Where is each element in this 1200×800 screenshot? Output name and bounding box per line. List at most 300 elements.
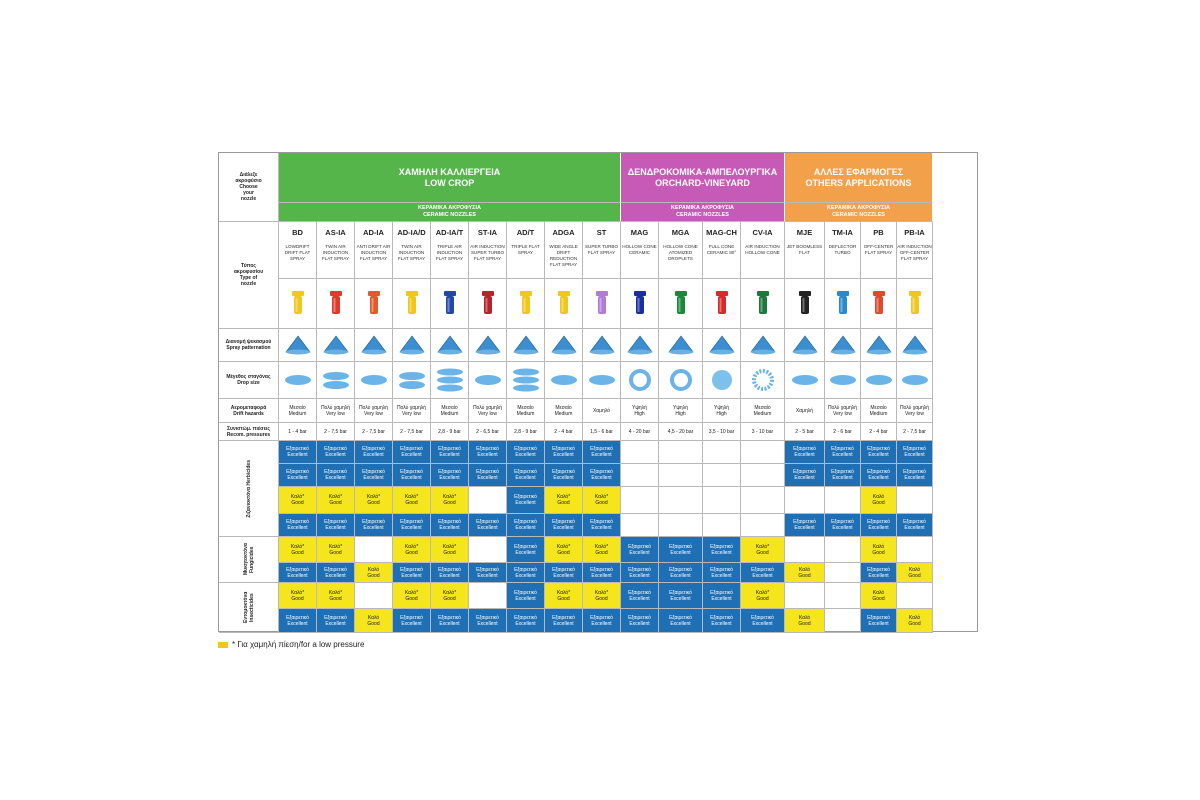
- rating-text: Εξαιρετικό: [324, 446, 347, 452]
- rating-text: Καλό*: [755, 589, 770, 596]
- rating-fung-contact-adga: [545, 537, 583, 563]
- rating-fung-systemic-mje: [785, 563, 825, 583]
- rating-text: Καλό*: [290, 494, 305, 500]
- rating-text: Excellent: [591, 475, 612, 481]
- choose-line-0: Διάλεξε: [239, 172, 258, 178]
- rating-incorporated-adga: [545, 441, 583, 464]
- rating-text: Εξαιρετικό: [831, 469, 854, 475]
- rating-text: Good: [405, 595, 418, 602]
- nozzle-icon: [478, 289, 498, 319]
- nozzle-icon-pb: [861, 279, 897, 329]
- rating-text: Excellent: [553, 572, 574, 579]
- rating-herb-systemic-st: [583, 514, 621, 537]
- nozzle-desc: AIR INDUCTION SUPER TURBO FLAT SPRAY: [470, 244, 505, 261]
- pressure-mga: 4,5 - 20 bar: [659, 423, 703, 441]
- drift-value-line-1: Very low: [905, 410, 924, 417]
- rating-incorporated-ad-ia/t: [431, 441, 469, 464]
- drop-size-icon: [587, 367, 617, 393]
- rating-text: Good: [872, 595, 885, 602]
- rating-text: Εξαιρετικό: [590, 614, 613, 621]
- pattern-ad/t: [507, 329, 545, 362]
- rating-text: Καλό*: [594, 543, 609, 550]
- rating-text: Excellent: [477, 475, 498, 481]
- nozzle-code-as-ia: [317, 222, 355, 279]
- drop-pb-ia: [897, 362, 933, 399]
- rating-text: Καλό*: [328, 589, 343, 596]
- rating-text: Καλό*: [556, 543, 571, 550]
- ceramic-low-crop: [279, 203, 621, 222]
- rating-text: Excellent: [591, 525, 612, 531]
- drop-st-ia: [469, 362, 507, 399]
- spray-pattern-icon: [748, 334, 778, 356]
- drift-value-line-0: Πολύ χαμηλή: [396, 404, 427, 411]
- drop-size-icon: [666, 367, 696, 393]
- orchard-line-0: ΔΕΝΔΡΟΚΟΜΙΚΑ-ΑΜΠΕΛΟΥΡΓΙΚΑ: [627, 166, 778, 177]
- nozzle-icon: [440, 289, 460, 319]
- rating-text: Εξαιρετικό: [628, 614, 651, 621]
- rating-text: Εξαιρετικό: [710, 614, 733, 621]
- spray-pattern-icon: [587, 334, 617, 356]
- rating-text: Excellent: [794, 452, 815, 458]
- rating-text: Good: [595, 549, 608, 556]
- rating-herb-systemic-adga: [545, 514, 583, 537]
- ceramic-b-line-0: ΚΕΡΑΜΙΚΑ ΑΚΡΟΦΥΣΙΑ: [671, 205, 734, 211]
- drift-value-line-1: Medium: [516, 410, 535, 417]
- nozzle-icon-adga: [545, 279, 583, 329]
- drop-size-icon: [397, 367, 427, 393]
- pattern-st-ia: [469, 329, 507, 362]
- drop-mje: [785, 362, 825, 399]
- rating-text: Good: [405, 549, 418, 556]
- nozzle-icon-st-ia: [469, 279, 507, 329]
- drift-bd: [279, 399, 317, 423]
- rating-text: Excellent: [515, 620, 536, 627]
- nozzle-code-text: ST: [596, 228, 607, 237]
- rating-incorporated-mag: [621, 441, 659, 464]
- rating-text: Καλό*: [556, 494, 571, 500]
- drop-adga: [545, 362, 583, 399]
- rating-text: Excellent: [629, 572, 650, 579]
- pressure-tm-ia: 2 - 6 bar: [825, 423, 861, 441]
- drift-mag: [621, 399, 659, 423]
- rating-herb-systemic-pb: [861, 514, 897, 537]
- rating-herb-systemic-bd: [279, 514, 317, 537]
- rating-herb-systemic-pb-ia: [897, 514, 933, 537]
- rating-text: Good: [872, 549, 885, 556]
- rating-text: Excellent: [287, 475, 308, 481]
- rating-pre-emergent-mag-ch: [703, 464, 741, 487]
- drift-value-line-1: Very low: [402, 410, 421, 417]
- rating-text: Εξαιρετικό: [476, 566, 499, 573]
- drop-size-icon: [473, 367, 503, 393]
- rating-insect-systemic-mag-ch: [703, 609, 741, 633]
- rating-herb-systemic-ad-ia/d: [393, 514, 431, 537]
- rating-insect-systemic-mag: [621, 609, 659, 633]
- rating-text: Εξαιρετικό: [286, 614, 309, 621]
- rating-text: Excellent: [670, 620, 691, 627]
- fungicides-label: Μυκητοκτόνα Fungicides: [242, 543, 255, 576]
- insecticides-group: [219, 583, 279, 633]
- drop-size-icon: [359, 367, 389, 393]
- drift-value-line-0: Μεσαίο: [555, 404, 572, 411]
- rating-fung-contact-bd: [279, 537, 317, 563]
- nozzle-icon: [554, 289, 574, 319]
- rating-text: Εξαιρετικό: [669, 589, 692, 596]
- rating-herb-systemic-ad-ia: [355, 514, 393, 537]
- rating-text: Excellent: [832, 525, 853, 531]
- rating-text: Καλό*: [442, 494, 457, 500]
- rating-fung-contact-tm-ia: [825, 537, 861, 563]
- rating-text: Εξαιρετικό: [400, 566, 423, 573]
- pattern-pb-ia: [897, 329, 933, 362]
- drift-value-line-1: High: [634, 410, 645, 417]
- rating-text: Excellent: [477, 620, 498, 627]
- pressure-as-ia: 2 - 7,5 bar: [317, 423, 355, 441]
- nozzle-code-mje: [785, 222, 825, 279]
- rating-insect-contact-tm-ia: [825, 583, 861, 609]
- nozzle-icon-ad/t: [507, 279, 545, 329]
- rating-herb-contact-mag-ch: [703, 487, 741, 514]
- rating-text: Excellent: [904, 452, 925, 458]
- drop-mag-ch: [703, 362, 741, 399]
- nozzle-icon: [833, 289, 853, 319]
- pressure-st: 1,5 - 6 bar: [583, 423, 621, 441]
- drift-value-line-1: Very low: [326, 410, 345, 417]
- rating-text: Excellent: [711, 549, 732, 556]
- rating-text: Excellent: [401, 452, 422, 458]
- rating-text: Καλό: [872, 543, 885, 550]
- drop-size-icon: [435, 367, 465, 393]
- rating-text: Good: [443, 595, 456, 602]
- rating-text: Good: [329, 595, 342, 602]
- drift-value-line-1: High: [716, 410, 727, 417]
- nozzle-icon: [869, 289, 889, 319]
- drift-line-0: Αερομεταφορά: [230, 404, 267, 411]
- spray-pattern-icon: [707, 334, 737, 356]
- pressure-pb-ia: 2 - 7,5 bar: [897, 423, 933, 441]
- rating-herb-contact-ad-ia/d: [393, 487, 431, 514]
- drift-value-line-1: Very low: [478, 410, 497, 417]
- rating-text: Excellent: [868, 620, 889, 627]
- spray-pattern-icon: [283, 334, 313, 356]
- spray-pattern-icon: [321, 334, 351, 356]
- spray-pattern-icon: [666, 334, 696, 356]
- nozzle-desc: WIDE ANGLE DRIFT REDUCTION FLAT SPRAY: [549, 244, 578, 267]
- nozzle-icon: [753, 289, 773, 319]
- rating-fung-systemic-mag-ch: [703, 563, 741, 583]
- spray-pattern-icon: [864, 334, 894, 356]
- rating-herb-contact-mga: [659, 487, 703, 514]
- drop-tm-ia: [825, 362, 861, 399]
- low-crop-line-1: LOW CROP: [424, 177, 475, 188]
- nozzle-icon: [795, 289, 815, 319]
- spray-pattern-icon: [790, 334, 820, 356]
- rating-text: Καλό*: [404, 589, 419, 596]
- pressure-cv-ia: 3 - 10 bar: [741, 423, 785, 441]
- rating-text: Excellent: [515, 500, 536, 506]
- rating-insect-systemic-adga: [545, 609, 583, 633]
- rating-text: Excellent: [868, 452, 889, 458]
- rating-insect-contact-st-ia: [469, 583, 507, 609]
- drop-cv-ia: [741, 362, 785, 399]
- legend-swatch: [218, 642, 228, 648]
- nozzle-desc: ANTI DRIFT AIR INDUCTION FLAT SPRAY: [356, 244, 391, 261]
- choose-line-3: your: [243, 190, 254, 196]
- rating-insect-systemic-cv-ia: [741, 609, 785, 633]
- nozzle-desc: SUPER TURBO FLAT SPRAY: [584, 244, 619, 255]
- nozzle-icon-ad-ia: [355, 279, 393, 329]
- rating-text: Good: [908, 620, 921, 627]
- drift-cv-ia: [741, 399, 785, 423]
- rating-herb-contact-bd: [279, 487, 317, 514]
- rating-pre-emergent-pb: [861, 464, 897, 487]
- nozzle-code-mga: [659, 222, 703, 279]
- drop-mga: [659, 362, 703, 399]
- rating-text: Εξαιρετικό: [438, 614, 461, 621]
- rating-text: Εξαιρετικό: [400, 469, 423, 475]
- rating-text: Εξαιρετικό: [324, 566, 347, 573]
- rating-text: Good: [798, 572, 811, 579]
- rating-incorporated-cv-ia: [741, 441, 785, 464]
- rating-text: Excellent: [477, 572, 498, 579]
- rating-herb-systemic-cv-ia: [741, 514, 785, 537]
- pressure-bd: 1 - 4 bar: [279, 423, 317, 441]
- nozzle-desc: TRIPLE AIR INDUCTION FLAT SPRAY: [435, 244, 464, 261]
- rating-text: Excellent: [515, 525, 536, 531]
- choose-nozzle-label: [219, 153, 279, 222]
- pressure-line-1: Recom. pressures: [226, 431, 271, 438]
- rating-text: Καλό: [367, 566, 380, 573]
- rating-text: Καλό: [367, 614, 380, 621]
- rating-insect-contact-pb: [861, 583, 897, 609]
- rating-text: Excellent: [711, 620, 732, 627]
- drop-size-icon: [900, 367, 930, 393]
- nozzle-icon-mag: [621, 279, 659, 329]
- ceramic-others: [785, 203, 933, 222]
- rating-text: Excellent: [287, 620, 308, 627]
- drift-mje: [785, 399, 825, 423]
- pattern-ad-ia: [355, 329, 393, 362]
- nozzle-icon: [712, 289, 732, 319]
- nozzle-desc: HOLLOW CONE CERAMIC: [622, 244, 657, 255]
- rating-fung-systemic-ad/t: [507, 563, 545, 583]
- rating-herb-contact-cv-ia: [741, 487, 785, 514]
- drop-as-ia: [317, 362, 355, 399]
- drift-ad-ia: [355, 399, 393, 423]
- rating-text: Excellent: [439, 525, 460, 531]
- rating-pre-emergent-ad-ia: [355, 464, 393, 487]
- pattern-line-1: Spray patternation: [226, 345, 271, 351]
- rating-insect-contact-ad-ia/d: [393, 583, 431, 609]
- rating-text: Εξαιρετικό: [438, 446, 461, 452]
- drift-value-line-0: Πολύ χαμηλή: [899, 404, 930, 411]
- drift-value-line-0: Πολύ χαμηλή: [827, 404, 858, 411]
- rating-insect-systemic-ad-ia: [355, 609, 393, 633]
- rating-text: Excellent: [287, 452, 308, 458]
- rating-text: Excellent: [670, 549, 691, 556]
- rating-text: Εξαιρετικό: [552, 614, 575, 621]
- rating-text: Excellent: [477, 452, 498, 458]
- rating-text: Good: [405, 500, 418, 506]
- rating-text: Excellent: [515, 572, 536, 579]
- rating-herb-systemic-ad/t: [507, 514, 545, 537]
- pressure-pb: 2 - 4 bar: [861, 423, 897, 441]
- drift-value-line-1: High: [675, 410, 686, 417]
- rating-text: Excellent: [439, 572, 460, 579]
- rating-insect-contact-cv-ia: [741, 583, 785, 609]
- drift-value-line-0: Μεσαίο: [754, 404, 771, 411]
- nozzle-code-text: TM-IA: [832, 228, 853, 237]
- rating-insect-contact-ad-ia: [355, 583, 393, 609]
- rating-text: Εξαιρετικό: [400, 446, 423, 452]
- rating-text: Good: [367, 500, 380, 506]
- rating-fung-contact-mga: [659, 537, 703, 563]
- nozzle-code-pb: [861, 222, 897, 279]
- rating-incorporated-ad/t: [507, 441, 545, 464]
- rating-fung-systemic-as-ia: [317, 563, 355, 583]
- rating-herb-contact-tm-ia: [825, 487, 861, 514]
- drift-mag-ch: [703, 399, 741, 423]
- others-line-0: ΑΛΛΕΣ ΕΦΑΡΜΟΓΕΣ: [813, 166, 904, 177]
- rating-fung-contact-ad-ia: [355, 537, 393, 563]
- rating-fung-systemic-pb: [861, 563, 897, 583]
- pressure-line-0: Συνιστώμ. πιέσεις: [227, 425, 270, 432]
- rating-text: Καλό*: [290, 543, 305, 550]
- row-label-drift: [219, 399, 279, 423]
- rating-text: Excellent: [401, 475, 422, 481]
- pressure-ad-ia/d: 2 - 7,5 bar: [393, 423, 431, 441]
- rating-fung-systemic-bd: [279, 563, 317, 583]
- drift-value-line-0: Μεσαίο: [870, 404, 887, 411]
- rating-text: Excellent: [904, 525, 925, 531]
- type-line-0: Τύπος: [241, 263, 256, 269]
- rating-text: Good: [595, 595, 608, 602]
- pattern-line-0: Διανομή ψεκασμού: [225, 339, 272, 345]
- rating-text: Excellent: [439, 475, 460, 481]
- nozzle-code-text: AD-IA/D: [397, 228, 426, 237]
- rating-text: Good: [291, 595, 304, 602]
- rating-text: Καλό: [908, 566, 921, 573]
- nozzle-icon-mje: [785, 279, 825, 329]
- nozzle-icon: [326, 289, 346, 319]
- row-label-type: [219, 222, 279, 329]
- rating-fung-systemic-cv-ia: [741, 563, 785, 583]
- rating-pre-emergent-pb-ia: [897, 464, 933, 487]
- drift-value-line-0: Πολύ χαμηλή: [358, 404, 389, 411]
- nozzle-code-adga: [545, 222, 583, 279]
- rating-herb-contact-mje: [785, 487, 825, 514]
- rating-insect-contact-as-ia: [317, 583, 355, 609]
- nozzle-icon: [592, 289, 612, 319]
- ceramic-b-line-1: CERAMIC NOZZLES: [676, 212, 729, 218]
- rating-pre-emergent-mag: [621, 464, 659, 487]
- rating-text: Excellent: [553, 475, 574, 481]
- rating-herb-contact-as-ia: [317, 487, 355, 514]
- pattern-mga: [659, 329, 703, 362]
- nozzle-desc: JET BOOMLESS FLAT: [786, 244, 823, 255]
- rating-incorporated-st-ia: [469, 441, 507, 464]
- rating-text: Excellent: [515, 475, 536, 481]
- rating-text: Εξαιρετικό: [590, 446, 613, 452]
- rating-text: Εξαιρετικό: [751, 614, 774, 621]
- nozzle-code-text: AD/T: [516, 228, 535, 237]
- rating-incorporated-ad-ia/d: [393, 441, 431, 464]
- nozzle-code-ad-ia: [355, 222, 393, 279]
- rating-text: Εξαιρετικό: [831, 519, 854, 525]
- rating-fung-contact-st: [583, 537, 621, 563]
- rating-text: Excellent: [670, 572, 691, 579]
- choose-line-2: Choose: [239, 184, 258, 190]
- rating-text: Καλό*: [328, 543, 343, 550]
- rating-text: Εξαιρετικό: [793, 446, 816, 452]
- legend-text: * Για χαμηλή πίεση/for a low pressure: [232, 640, 365, 649]
- nozzle-code-text: AD-IA: [363, 228, 384, 237]
- fungicides-group: [219, 537, 279, 583]
- nozzle-icon: [402, 289, 422, 319]
- rating-fung-systemic-mag: [621, 563, 659, 583]
- rating-text: Good: [367, 572, 380, 579]
- drift-ad/t: [507, 399, 545, 423]
- pattern-adga: [545, 329, 583, 362]
- rating-text: Excellent: [515, 549, 536, 556]
- rating-herb-contact-st: [583, 487, 621, 514]
- rating-text: Καλό: [908, 614, 921, 621]
- rating-text: Εξαιρετικό: [514, 543, 537, 550]
- rating-insect-contact-mag: [621, 583, 659, 609]
- rating-text: Εξαιρετικό: [324, 614, 347, 621]
- rating-text: Καλό*: [594, 494, 609, 500]
- ceramic-c-line-0: ΚΕΡΑΜΙΚΑ ΑΚΡΟΦΥΣΙΑ: [827, 205, 890, 211]
- rating-fung-contact-as-ia: [317, 537, 355, 563]
- nozzle-icon: [516, 289, 536, 319]
- rating-text: Εξαιρετικό: [669, 543, 692, 550]
- nozzle-code-mag-ch: [703, 222, 741, 279]
- nozzle-code-text: PB-IA: [904, 228, 925, 237]
- rating-text: Εξαιρετικό: [590, 469, 613, 475]
- rating-text: Good: [443, 549, 456, 556]
- nozzle-desc: DEFLECTOR TURBO: [828, 244, 857, 255]
- drop-st: [583, 362, 621, 399]
- rating-text: Excellent: [287, 525, 308, 531]
- nozzle-icon-bd: [279, 279, 317, 329]
- rating-text: Εξαιρετικό: [476, 446, 499, 452]
- rating-text: Excellent: [325, 475, 346, 481]
- rating-text: Εξαιρετικό: [867, 614, 890, 621]
- drop-size-icon: [748, 367, 778, 393]
- rating-text: Good: [557, 549, 570, 556]
- rating-text: Καλό: [872, 494, 885, 500]
- rating-text: Εξαιρετικό: [476, 614, 499, 621]
- rating-insect-contact-bd: [279, 583, 317, 609]
- rating-fung-contact-mag: [621, 537, 659, 563]
- rating-fung-systemic-ad-ia/t: [431, 563, 469, 583]
- pattern-mag-ch: [703, 329, 741, 362]
- drop-size-icon: [790, 367, 820, 393]
- rating-text: Εξαιρετικό: [514, 589, 537, 596]
- pressure-ad/t: 2,8 - 9 bar: [507, 423, 545, 441]
- drift-tm-ia: [825, 399, 861, 423]
- rating-pre-emergent-cv-ia: [741, 464, 785, 487]
- rating-insect-systemic-st-ia: [469, 609, 507, 633]
- rating-herb-systemic-tm-ia: [825, 514, 861, 537]
- drop-ad/t: [507, 362, 545, 399]
- rating-text: Εξαιρετικό: [438, 519, 461, 525]
- rating-text: Εξαιρετικό: [514, 494, 537, 500]
- spray-pattern-icon: [435, 334, 465, 356]
- rating-text: Excellent: [794, 475, 815, 481]
- rating-fung-contact-ad-ia/t: [431, 537, 469, 563]
- rating-pre-emergent-tm-ia: [825, 464, 861, 487]
